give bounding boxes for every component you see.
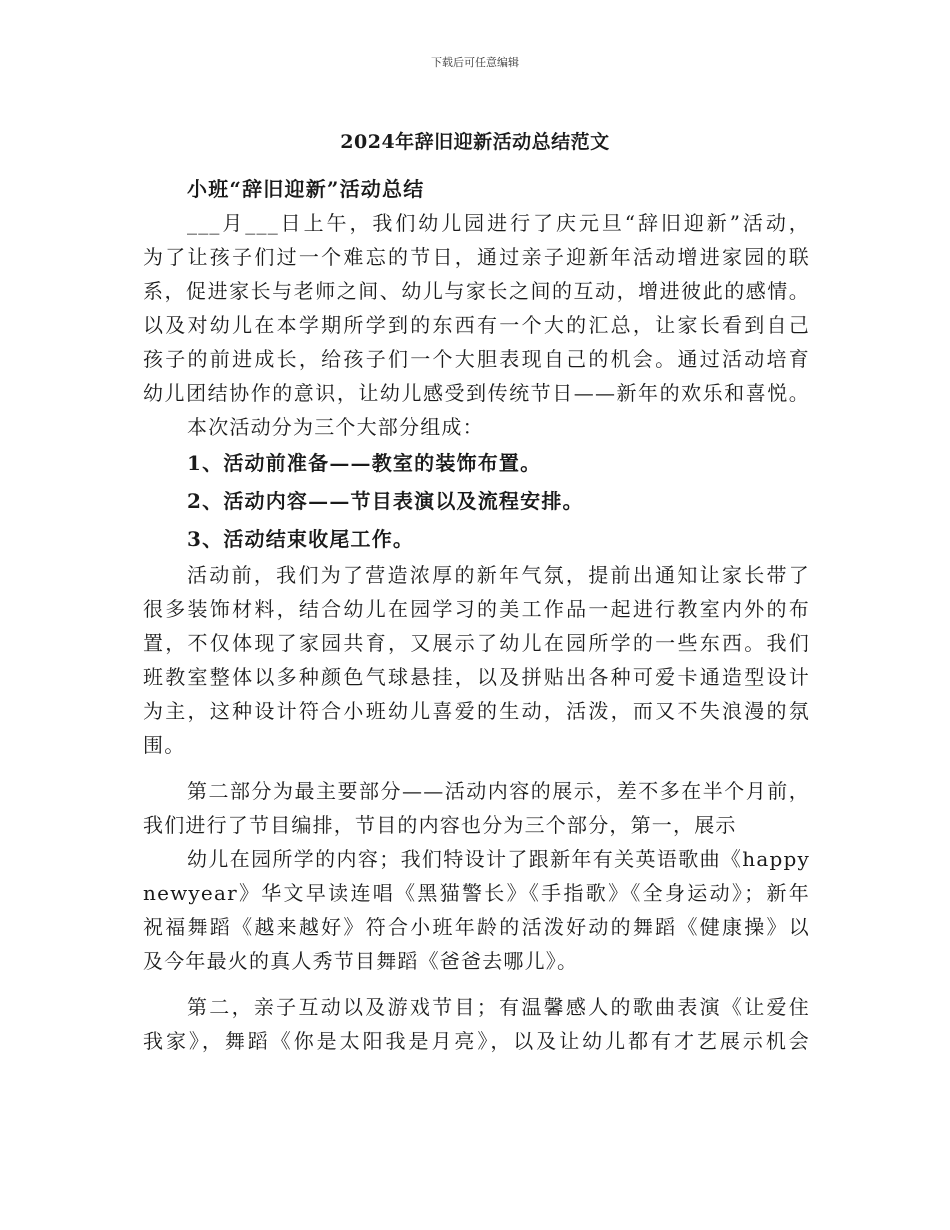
page-header-note: 下载后可任意编辑 bbox=[431, 56, 519, 69]
list-item: 3、活动结束收尾工作。 bbox=[187, 527, 415, 551]
paragraph-line: 为了让孩子们过一个难忘的节日，通过亲子迎新年活动增进家园的联 bbox=[143, 245, 810, 269]
paragraph-line: 围。 bbox=[143, 733, 186, 757]
paragraph-line: 第二，亲子互动以及游戏节目；有温馨感人的歌曲表演《让爱住 bbox=[187, 995, 810, 1019]
paragraph-line: 孩子的前进成长，给孩子们一个大胆表现自己的机会。通过活动培育 bbox=[143, 347, 810, 371]
paragraph-line: 为主，这种设计符合小班幼儿喜爱的生动，活泼，而又不失浪漫的氛 bbox=[143, 699, 810, 723]
paragraph-line: ___月___日上午，我们幼儿园进行了庆元旦“辞旧迎新”活动， bbox=[187, 211, 810, 235]
paragraph-line: 及今年最火的真人秀节目舞蹈《爸爸去哪儿》。 bbox=[143, 949, 579, 973]
paragraph-line: 活动前，我们为了营造浓厚的新年气氛，提前出通知让家长带了 bbox=[187, 563, 810, 587]
paragraph-line: 以及对幼儿在本学期所学到的东西有一个大的汇总，让家长看到自己 bbox=[143, 313, 810, 337]
list-item: 1、活动前准备——教室的装饰布置。 bbox=[187, 451, 542, 475]
paragraph-line: 祝福舞蹈《越来越好》符合小班年龄的活泼好动的舞蹈《健康操》以 bbox=[143, 915, 810, 939]
section-heading: 小班“辞旧迎新”活动总结 bbox=[187, 177, 425, 201]
paragraph-line: newyear》华文早读连唱《黑猫警长》《手指歌》《全身运动》；新年 bbox=[143, 881, 810, 905]
paragraph-line: 系，促进家长与老师之间、幼儿与家长之间的互动，增进彼此的感情。 bbox=[143, 279, 810, 303]
paragraph-line: 班教室整体以多种颜色气球悬挂，以及拼贴出各种可爱卡通造型设计 bbox=[143, 665, 810, 689]
paragraph-line: 我们进行了节目编排，节目的内容也分为三个部分，第一，展示 bbox=[143, 813, 737, 837]
paragraph-line: 很多装饰材料，结合幼儿在园学习的美工作品一起进行教室内外的布 bbox=[143, 597, 810, 621]
paragraph-line: 幼儿团结协作的意识，让幼儿感受到传统节日——新年的欢乐和喜悦。 bbox=[143, 381, 810, 405]
paragraph-line: 第二部分为最主要部分——活动内容的展示，差不多在半个月前， bbox=[187, 779, 810, 803]
paragraph-line: 我家》，舞蹈《你是太阳我是月亮》，以及让幼儿都有才艺展示机会 bbox=[143, 1029, 810, 1053]
document-title: 2024年辞旧迎新活动总结范文 bbox=[340, 131, 610, 153]
paragraph-line: 置，不仅体现了家园共育，又展示了幼儿在园所学的一些东西。我们 bbox=[143, 631, 810, 655]
list-item: 2、活动内容——节目表演以及流程安排。 bbox=[187, 489, 584, 513]
paragraph-line: 幼儿在园所学的内容；我们特设计了跟新年有关英语歌曲《happy bbox=[187, 847, 810, 871]
paragraph-line: 本次活动分为三个大部分组成： bbox=[187, 415, 484, 439]
document-body bbox=[143, 172, 810, 1058]
